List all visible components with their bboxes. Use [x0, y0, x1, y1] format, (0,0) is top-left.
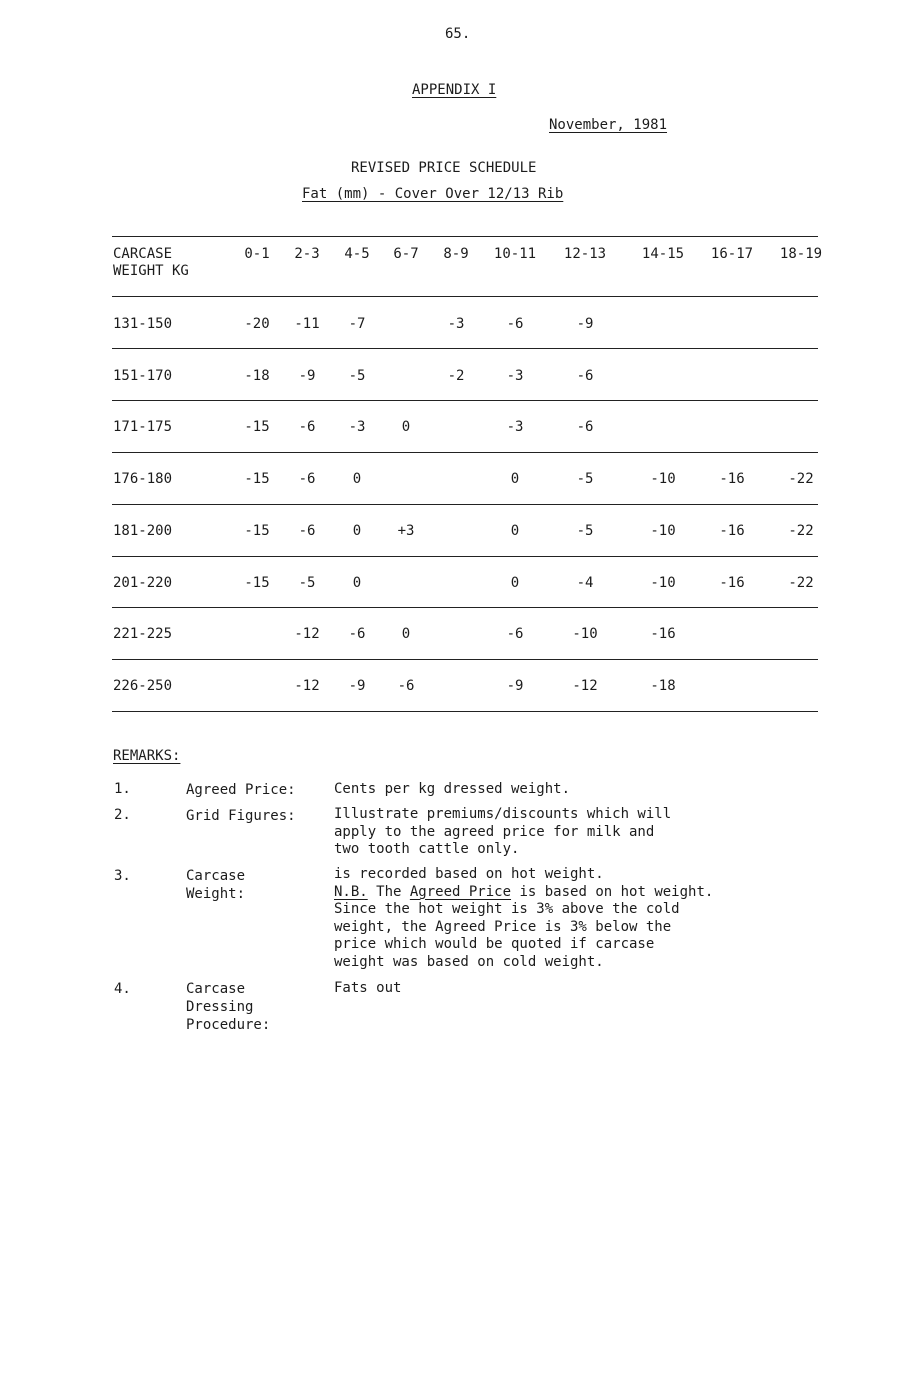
price-cell: 0: [352, 523, 362, 539]
price-cell: -3: [506, 368, 524, 384]
price-cell: 0: [510, 471, 520, 487]
price-cell: -15: [244, 471, 270, 487]
table-rule: [112, 452, 818, 453]
nb-prefix: N.B.: [334, 883, 368, 900]
price-cell: -6: [576, 368, 594, 384]
remark-label-line: Procedure:: [186, 1017, 271, 1033]
price-cell: -15: [244, 575, 270, 591]
price-cell: 0: [352, 471, 362, 487]
price-cell: -3: [447, 316, 465, 332]
price-cell: -15: [244, 419, 270, 435]
appendix-title: APPENDIX I: [412, 82, 497, 98]
price-cell: -9: [298, 368, 316, 384]
nb-agreed-price: Agreed Price: [409, 883, 512, 900]
price-cell: 0: [401, 626, 411, 642]
remark-text-line: is recorded based on hot weight.: [334, 866, 604, 882]
table-rule: [112, 296, 818, 297]
price-cell: 0: [510, 575, 520, 591]
remark-text-line: two tooth cattle only.: [334, 841, 520, 857]
price-cell: -3: [348, 419, 366, 435]
remark-text-line: weight was based on cold weight.: [334, 953, 604, 970]
weight-range-cell: 201-220: [113, 575, 173, 591]
remark-text: Cents per kg dressed weight.: [334, 781, 571, 797]
column-header: 0-1: [244, 246, 270, 262]
price-cell: -5: [576, 523, 594, 539]
nb-mid: The: [367, 883, 410, 900]
weight-range-cell: 176-180: [113, 471, 173, 487]
price-cell: -10: [650, 471, 676, 487]
remark-text: Fats out: [334, 980, 402, 996]
weight-range-cell: 171-175: [113, 419, 173, 435]
price-cell: -6: [397, 678, 415, 694]
column-header: 14-15: [641, 246, 685, 262]
remark-text-line: Since the hot weight is 3% above the cold: [334, 901, 680, 917]
price-cell: -15: [244, 523, 270, 539]
remark-number: 1.: [114, 781, 131, 797]
price-cell: -16: [719, 471, 745, 487]
price-cell: -5: [298, 575, 316, 591]
weight-range-cell: 131-150: [113, 316, 173, 332]
price-cell: 0: [352, 575, 362, 591]
price-cell: -18: [244, 368, 270, 384]
column-header: 12-13: [563, 246, 607, 262]
column-header: 10-11: [493, 246, 537, 262]
table-rule: [112, 556, 818, 557]
remark-label: [186, 867, 245, 903]
price-cell: -16: [719, 523, 745, 539]
weight-range-cell: 226-250: [113, 678, 173, 694]
price-cell: -16: [650, 626, 676, 642]
remark-label: [186, 980, 270, 1034]
column-header: 6-7: [393, 246, 419, 262]
page-number: 65.: [445, 26, 471, 42]
remark-text-line: Illustrate premiums/discounts which will: [334, 806, 672, 822]
remark-label-line: Carcase: [186, 868, 246, 884]
price-cell: -6: [298, 523, 316, 539]
price-cell: -22: [788, 523, 814, 539]
price-cell: -2: [447, 368, 465, 384]
column-header: 16-17: [710, 246, 754, 262]
price-cell: -9: [506, 678, 524, 694]
row-header-line2: WEIGHT KG: [113, 263, 189, 279]
remark-label-line: Dressing: [186, 999, 254, 1015]
price-cell: -6: [348, 626, 366, 642]
table-rule: [112, 711, 818, 712]
price-cell: -6: [506, 316, 524, 332]
weight-range-cell: 221-225: [113, 626, 173, 642]
column-header: 4-5: [344, 246, 370, 262]
price-cell: -5: [576, 471, 594, 487]
price-cell: -16: [719, 575, 745, 591]
remark-text-line: weight, the Agreed Price is 3% below the: [334, 918, 672, 935]
price-cell: -22: [788, 575, 814, 591]
table-rule: [112, 659, 818, 660]
price-cell: -6: [506, 626, 524, 642]
remark-label-line: Carcase: [186, 981, 246, 997]
remarks-heading: REMARKS:: [113, 748, 181, 764]
remark-label-line: Weight:: [186, 886, 246, 902]
price-cell: -3: [506, 419, 524, 435]
document-date: November, 1981: [549, 117, 668, 133]
price-cell: -10: [572, 626, 598, 642]
price-cell: -6: [576, 419, 594, 435]
remark-label: Grid Figures:: [186, 808, 296, 824]
row-header-line1: CARCASE: [113, 246, 173, 262]
price-cell: 0: [510, 523, 520, 539]
column-header: 2-3: [294, 246, 320, 262]
nb-suffix: is based on hot weight.: [511, 883, 714, 900]
price-cell: +3: [397, 523, 415, 539]
nb-line: [334, 884, 713, 902]
price-cell: -7: [348, 316, 366, 332]
remark-number: 2.: [114, 807, 131, 823]
price-cell: -10: [650, 523, 676, 539]
remark-text: [334, 806, 671, 859]
price-cell: -11: [294, 316, 320, 332]
price-cell: -9: [576, 316, 594, 332]
price-cell: -20: [244, 316, 270, 332]
table-rule: [112, 348, 818, 349]
remark-number: 3.: [114, 868, 131, 884]
price-cell: -12: [294, 678, 320, 694]
column-header: 8-9: [443, 246, 469, 262]
price-cell: -18: [650, 678, 676, 694]
weight-range-cell: 181-200: [113, 523, 173, 539]
table-rule: [112, 504, 818, 505]
price-cell: -22: [788, 471, 814, 487]
table-rule: [112, 607, 818, 608]
price-cell: -5: [348, 368, 366, 384]
price-cell: -12: [572, 678, 598, 694]
remark-text-line: apply to the agreed price for milk and: [334, 823, 655, 840]
price-cell: -6: [298, 419, 316, 435]
price-cell: -4: [576, 575, 594, 591]
price-cell: -9: [348, 678, 366, 694]
table-top-rule: [112, 236, 818, 237]
column-header: 18-19: [779, 246, 823, 262]
schedule-subtitle: Fat (mm) - Cover Over 12/13 Rib: [302, 186, 564, 202]
price-cell: -12: [294, 626, 320, 642]
remark-text: [334, 866, 713, 971]
price-cell: 0: [401, 419, 411, 435]
remark-text-line: price which would be quoted if carcase: [334, 936, 655, 952]
price-cell: -6: [298, 471, 316, 487]
schedule-title: REVISED PRICE SCHEDULE: [351, 160, 537, 176]
remark-number: 4.: [114, 981, 131, 997]
table-rule: [112, 400, 818, 401]
weight-range-cell: 151-170: [113, 368, 173, 384]
remark-label: Agreed Price:: [186, 782, 296, 798]
price-cell: -10: [650, 575, 676, 591]
